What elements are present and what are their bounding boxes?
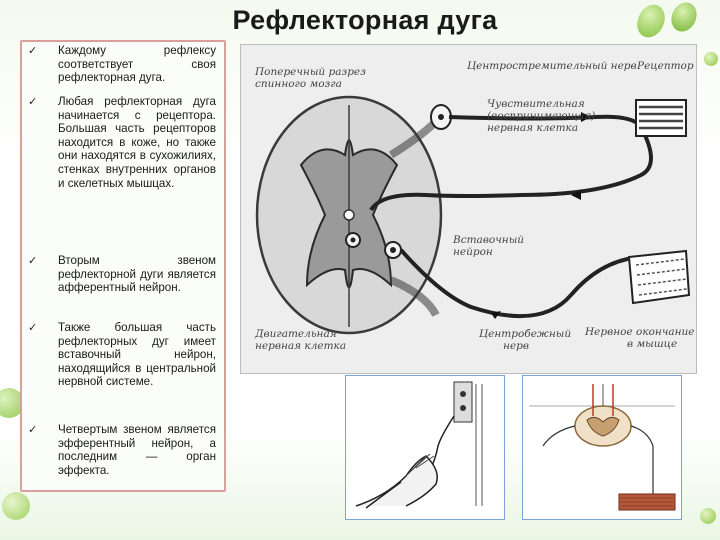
label-cross-section-line1: Поперечный разрез <box>255 66 366 78</box>
label-sensory-cell-line2: (воспринимающая) <box>487 110 596 122</box>
decorative-bubble <box>2 492 30 520</box>
spinal-reflex-figure <box>522 375 682 520</box>
reflex-arc-diagram <box>240 44 697 374</box>
check-icon: ✓ <box>28 423 38 436</box>
label-cross-section-line2: спинного мозга <box>255 78 342 90</box>
label-sensory-cell-line1: Чувствительная <box>487 98 585 110</box>
check-icon: ✓ <box>28 321 38 334</box>
decorative-bubble <box>700 508 716 524</box>
bullet-text: Вторым звеном рефлекторной дуги является афферентный нейрон. <box>58 254 216 295</box>
check-icon: ✓ <box>28 254 38 267</box>
spinal-reflex-illustration <box>523 376 681 519</box>
label-centrifugal-nerve-line2: нерв <box>503 340 529 352</box>
label-motor-cell-line1: Двигательная <box>255 328 337 340</box>
label-sensory-cell-line3: нервная клетка <box>487 122 579 134</box>
label-interneuron-line1: Вставочный <box>453 234 525 246</box>
decorative-bubble <box>704 52 718 66</box>
bullet-text: Четвертым звеном является эфферентный нейрон, а последним — орган эффекта. <box>58 423 216 477</box>
label-nerve-ending-line1: Нервное окончание <box>585 326 695 338</box>
label-centrifugal-nerve-line1: Центробежный <box>479 328 572 340</box>
label-nerve-ending-line2: в мышце <box>627 338 678 350</box>
label-receptor: Рецептор <box>637 60 694 72</box>
label-motor-cell-line2: нервная клетка <box>255 340 347 352</box>
bullet-list-box <box>20 40 226 492</box>
label-interneuron-line2: нейрон <box>453 246 493 258</box>
bullet-text: Каждому рефлексу соответствует своя рефлекторная дуга. <box>58 44 216 85</box>
check-icon: ✓ <box>28 44 38 57</box>
check-icon: ✓ <box>28 95 38 108</box>
slide-title: Рефлекторная дуга <box>232 5 498 35</box>
label-centripetal-nerve: Центростремительный нерв <box>467 60 637 72</box>
bullet-text: Любая рефлекторная дуга начинается с рецептора. Большая часть рецепторов находится в коже, но также они находятся в сухожилиях, стенках внутренних органов и скелетных мышцах. <box>58 95 216 190</box>
bullet-text: Также большая часть рефлекторных дуг имеет вставочный нейрон, находящийся в центральной нервной системе. <box>58 321 216 389</box>
reflex-arc-illustration <box>241 45 696 373</box>
knee-reflex-illustration <box>346 376 504 519</box>
knee-reflex-figure <box>345 375 505 520</box>
